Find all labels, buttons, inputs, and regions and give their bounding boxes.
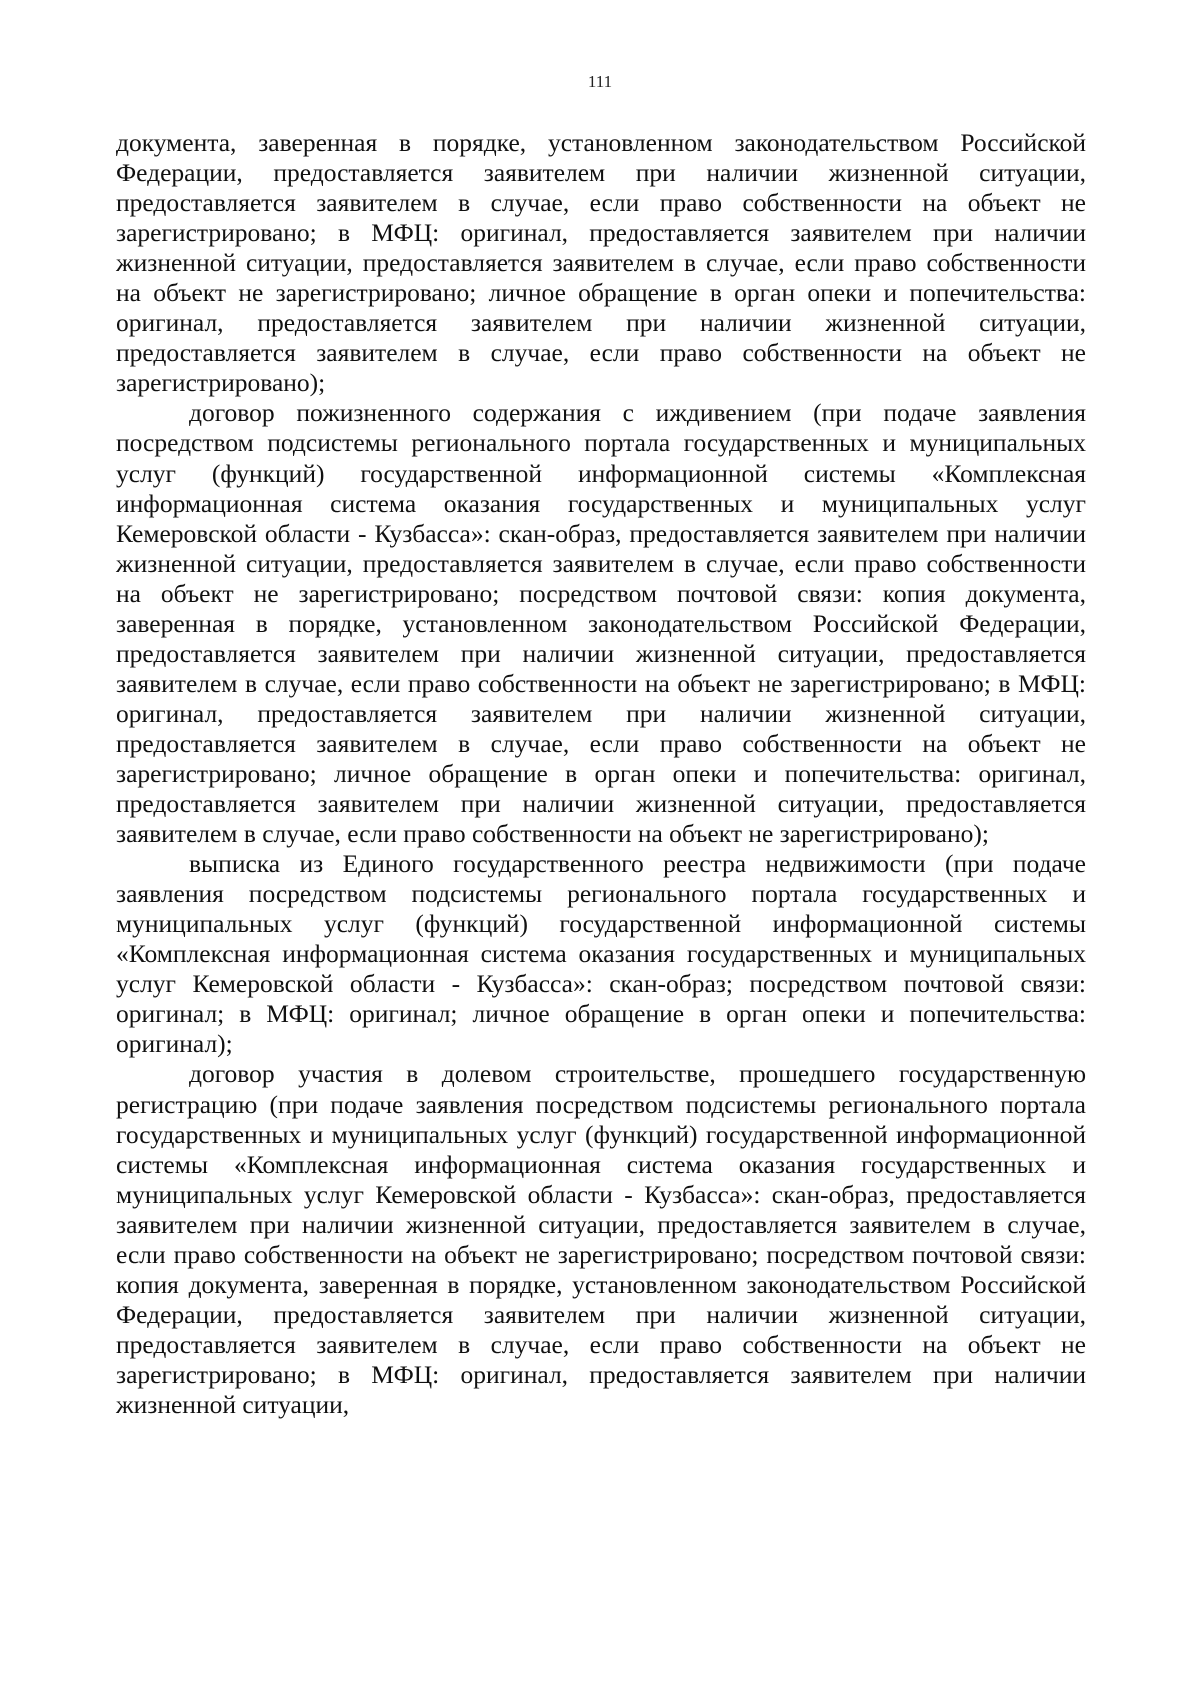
paragraph-egrn-extract: выписка из Единого государственного реестра недвижимости (при подаче заявления посредством подсистемы регионального портала государственных и муниципальных услуг (функций) государственной информационной системы «Комплексная информационная система оказания государственных и муниципальных услуг Кемеровской области - Кузбасса»: скан-образ; посредством почтовой связи: оригинал; в МФЦ: оригинал; личное обращение в орган опеки и попечительства: оригинал); <box>116 849 1086 1059</box>
page-number: 111 <box>587 72 613 91</box>
paragraph-lifetime-maintenance-contract: договор пожизненного содержания с иждивением (при подаче заявления посредством подсистемы регионального портала государственных и муниципальных услуг (функций) государственной информационной системы «Комплексная информационная система оказания государственных и муниципальных услуг Кемеровской области - Кузбасса»: скан-образ, предоставляется заявителем при наличии жизненной ситуации, предоставляется заявителем в случае, если право собственности на объект не зарегистрировано; посредством почтовой связи: копия документа, заверенная в порядке, установленном законодательством Российской Федерации, предоставляется заявителем при наличии жизненной ситуации, предоставляется заявителем в случае, если право собственности на объект не зарегистрировано; в МФЦ: оригинал, предоставляется заявителем при наличии жизненной ситуации, предоставляется заявителем в случае, если право собственности на объект не зарегистрировано; личное обращение в орган опеки и попечительства: оригинал, предоставляется заявителем при наличии жизненной ситуации, предоставляется заявителем в случае, если право собственности на объект не зарегистрировано); <box>116 398 1086 849</box>
document-body <box>116 128 1086 1420</box>
paragraph-continuation: документа, заверенная в порядке, установленном законодательством Российской Федерации, предоставляется заявителем при наличии жизненной ситуации, предоставляется заявителем в случае, если право собственности на объект не зарегистрировано; в МФЦ: оригинал, предоставляется заявителем при наличии жизненной ситуации, предоставляется заявителем в случае, если право собственности на объект не зарегистрировано; личное обращение в орган опеки и попечительства: оригинал, предоставляется заявителем при наличии жизненной ситуации, предоставляется заявителем в случае, если право собственности на объект не зарегистрировано); <box>116 128 1086 398</box>
paragraph-shared-construction-contract: договор участия в долевом строительстве, прошедшего государственную регистрацию (при подаче заявления посредством подсистемы регионального портала государственных и муниципальных услуг (функций) государственной информационной системы «Комплексная информационная система оказания государственных и муниципальных услуг Кемеровской области - Кузбасса»: скан-образ, предоставляется заявителем при наличии жизненной ситуации, предоставляется заявителем в случае, если право собственности на объект не зарегистрировано; посредством почтовой связи: копия документа, заверенная в порядке, установленном законодательством Российской Федерации, предоставляется заявителем при наличии жизненной ситуации, предоставляется заявителем в случае, если право собственности на объект не зарегистрировано; в МФЦ: оригинал, предоставляется заявителем при наличии жизненной ситуации, <box>116 1059 1086 1419</box>
